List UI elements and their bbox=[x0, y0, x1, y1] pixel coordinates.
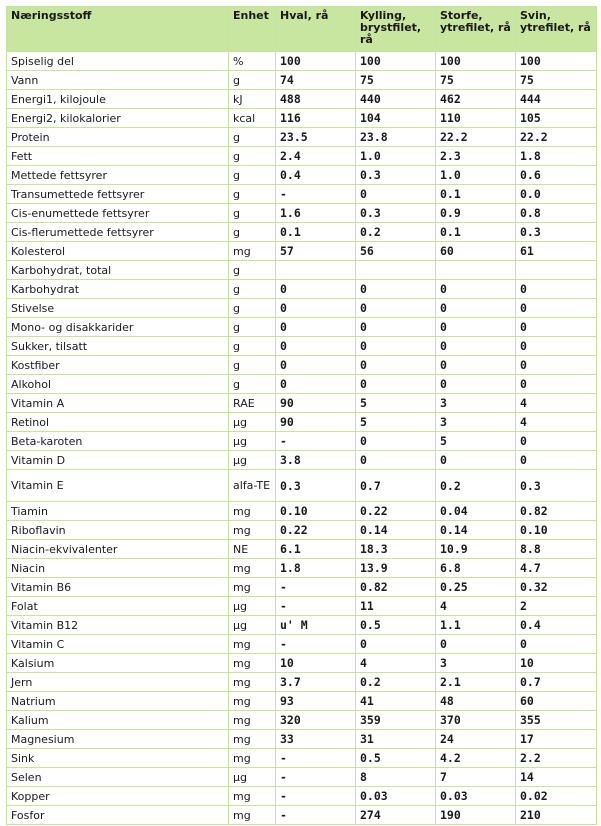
header-beef: Storfe, ytrefilet, rå bbox=[436, 7, 516, 52]
beef-value: 0 bbox=[436, 280, 516, 299]
unit-cell: g bbox=[229, 185, 276, 204]
pork-value: 4 bbox=[516, 413, 597, 432]
nutrient-name: Alkohol bbox=[7, 375, 229, 394]
table-row bbox=[7, 616, 597, 635]
unit-cell: µg bbox=[229, 597, 276, 616]
whale-value: - bbox=[276, 185, 356, 204]
whale-value: 10 bbox=[276, 654, 356, 673]
nutrient-name: Vitamin C bbox=[7, 635, 229, 654]
table-row bbox=[7, 540, 597, 559]
chicken-value: 31 bbox=[356, 730, 436, 749]
nutrient-name: Mettede fettsyrer bbox=[7, 166, 229, 185]
whale-value: 3.7 bbox=[276, 673, 356, 692]
beef-value: 3 bbox=[436, 654, 516, 673]
beef-value: 0.03 bbox=[436, 787, 516, 806]
chicken-value: 0 bbox=[356, 299, 436, 318]
pork-value: 0 bbox=[516, 299, 597, 318]
chicken-value: 41 bbox=[356, 692, 436, 711]
beef-value: 0.1 bbox=[436, 185, 516, 204]
table-row bbox=[7, 223, 597, 242]
unit-cell: g bbox=[229, 204, 276, 223]
pork-value: 60 bbox=[516, 692, 597, 711]
unit-cell: g bbox=[229, 71, 276, 90]
beef-value: 2.3 bbox=[436, 147, 516, 166]
beef-value: 5 bbox=[436, 432, 516, 451]
whale-value: - bbox=[276, 749, 356, 768]
unit-cell: g bbox=[229, 299, 276, 318]
chicken-value: 0.7 bbox=[356, 470, 436, 502]
whale-value: 6.1 bbox=[276, 540, 356, 559]
chicken-value: 0 bbox=[356, 185, 436, 204]
beef-value: 0 bbox=[436, 356, 516, 375]
whale-value: 0 bbox=[276, 337, 356, 356]
chicken-value: 0.2 bbox=[356, 673, 436, 692]
beef-value: 0 bbox=[436, 299, 516, 318]
beef-value: 4 bbox=[436, 597, 516, 616]
unit-cell: g bbox=[229, 223, 276, 242]
pork-value: 1.8 bbox=[516, 147, 597, 166]
header-unit: Enhet bbox=[229, 7, 276, 52]
nutrient-name: Energi1, kilojoule bbox=[7, 90, 229, 109]
chicken-value: 104 bbox=[356, 109, 436, 128]
header-whale: Hval, rå bbox=[276, 7, 356, 52]
header-nutrient: Næringsstoff bbox=[7, 7, 229, 52]
table-row bbox=[7, 673, 597, 692]
unit-cell: mg bbox=[229, 787, 276, 806]
pork-value: 8.8 bbox=[516, 540, 597, 559]
beef-value: 1.0 bbox=[436, 166, 516, 185]
table-row bbox=[7, 559, 597, 578]
pork-value: 0.4 bbox=[516, 616, 597, 635]
table-row bbox=[7, 318, 597, 337]
table-row bbox=[7, 375, 597, 394]
table-row bbox=[7, 413, 597, 432]
chicken-value: 75 bbox=[356, 71, 436, 90]
table-row bbox=[7, 578, 597, 597]
beef-value: 462 bbox=[436, 90, 516, 109]
beef-value: 10.9 bbox=[436, 540, 516, 559]
pork-value: 10 bbox=[516, 654, 597, 673]
table-row bbox=[7, 90, 597, 109]
chicken-value: 0 bbox=[356, 280, 436, 299]
table-row bbox=[7, 147, 597, 166]
table-row bbox=[7, 261, 597, 280]
table-row bbox=[7, 299, 597, 318]
beef-value: 0.2 bbox=[436, 470, 516, 502]
chicken-value: 18.3 bbox=[356, 540, 436, 559]
whale-value: - bbox=[276, 432, 356, 451]
table-row bbox=[7, 787, 597, 806]
pork-value: 355 bbox=[516, 711, 597, 730]
beef-value: 48 bbox=[436, 692, 516, 711]
whale-value: 320 bbox=[276, 711, 356, 730]
unit-cell: mg bbox=[229, 559, 276, 578]
table-row bbox=[7, 432, 597, 451]
unit-cell: mg bbox=[229, 711, 276, 730]
table-row bbox=[7, 768, 597, 787]
nutrient-name: Tiamin bbox=[7, 502, 229, 521]
unit-cell: % bbox=[229, 52, 276, 71]
table-row bbox=[7, 502, 597, 521]
whale-value: 0.4 bbox=[276, 166, 356, 185]
unit-cell: kJ bbox=[229, 90, 276, 109]
chicken-value: 359 bbox=[356, 711, 436, 730]
nutrient-name: Selen bbox=[7, 768, 229, 787]
whale-value: - bbox=[276, 787, 356, 806]
whale-value: - bbox=[276, 768, 356, 787]
whale-value: u' M bbox=[276, 616, 356, 635]
table-row bbox=[7, 521, 597, 540]
unit-cell: mg bbox=[229, 502, 276, 521]
nutrient-name: Sukker, tilsatt bbox=[7, 337, 229, 356]
table-row bbox=[7, 71, 597, 90]
beef-value: 0 bbox=[436, 635, 516, 654]
chicken-value: 4 bbox=[356, 654, 436, 673]
unit-cell: g bbox=[229, 261, 276, 280]
chicken-value: 0 bbox=[356, 635, 436, 654]
unit-cell: mg bbox=[229, 521, 276, 540]
nutrient-name: Cis-enumettede fettsyrer bbox=[7, 204, 229, 223]
unit-cell: g bbox=[229, 147, 276, 166]
pork-value bbox=[516, 261, 597, 280]
whale-value: 0 bbox=[276, 318, 356, 337]
nutrient-name: Energi2, kilokalorier bbox=[7, 109, 229, 128]
whale-value: - bbox=[276, 635, 356, 654]
chicken-value: 1.0 bbox=[356, 147, 436, 166]
unit-cell: g bbox=[229, 337, 276, 356]
nutrient-name: Cis-flerumettede fettsyrer bbox=[7, 223, 229, 242]
whale-value: 1.6 bbox=[276, 204, 356, 223]
pork-value: 14 bbox=[516, 768, 597, 787]
chicken-value: 0.82 bbox=[356, 578, 436, 597]
chicken-value: 0.3 bbox=[356, 166, 436, 185]
nutrient-name: Vitamin D bbox=[7, 451, 229, 470]
pork-value: 4.7 bbox=[516, 559, 597, 578]
pork-value: 0.6 bbox=[516, 166, 597, 185]
pork-value: 444 bbox=[516, 90, 597, 109]
whale-value: 0 bbox=[276, 299, 356, 318]
table-row bbox=[7, 185, 597, 204]
whale-value: 1.8 bbox=[276, 559, 356, 578]
chicken-value: 56 bbox=[356, 242, 436, 261]
unit-cell: µg bbox=[229, 768, 276, 787]
beef-value: 0 bbox=[436, 337, 516, 356]
nutrient-name: Vitamin B6 bbox=[7, 578, 229, 597]
pork-value: 0 bbox=[516, 356, 597, 375]
beef-value: 0.14 bbox=[436, 521, 516, 540]
pork-value: 75 bbox=[516, 71, 597, 90]
whale-value: - bbox=[276, 806, 356, 825]
pork-value: 0.82 bbox=[516, 502, 597, 521]
nutrient-name: Vann bbox=[7, 71, 229, 90]
whale-value: - bbox=[276, 578, 356, 597]
nutrient-name: Vitamin B12 bbox=[7, 616, 229, 635]
chicken-value: 11 bbox=[356, 597, 436, 616]
beef-value: 0 bbox=[436, 375, 516, 394]
nutrient-name: Niacin-ekvivalenter bbox=[7, 540, 229, 559]
chicken-value: 0 bbox=[356, 356, 436, 375]
chicken-value: 0.5 bbox=[356, 749, 436, 768]
nutrient-name: Riboflavin bbox=[7, 521, 229, 540]
unit-cell: g bbox=[229, 318, 276, 337]
nutrient-name: Karbohydrat bbox=[7, 280, 229, 299]
chicken-value: 8 bbox=[356, 768, 436, 787]
chicken-value: 0 bbox=[356, 337, 436, 356]
nutrient-name: Kostfiber bbox=[7, 356, 229, 375]
whale-value: 0 bbox=[276, 280, 356, 299]
nutrient-name: Kopper bbox=[7, 787, 229, 806]
pork-value: 0.32 bbox=[516, 578, 597, 597]
beef-value: 60 bbox=[436, 242, 516, 261]
unit-cell: µg bbox=[229, 432, 276, 451]
table-row bbox=[7, 692, 597, 711]
pork-value: 100 bbox=[516, 52, 597, 71]
unit-cell: kcal bbox=[229, 109, 276, 128]
chicken-value: 0 bbox=[356, 451, 436, 470]
nutrient-name: Niacin bbox=[7, 559, 229, 578]
unit-cell: mg bbox=[229, 692, 276, 711]
nutrient-name: Natrium bbox=[7, 692, 229, 711]
unit-cell: g bbox=[229, 128, 276, 147]
chicken-value: 5 bbox=[356, 394, 436, 413]
nutrient-name: Magnesium bbox=[7, 730, 229, 749]
nutrient-table bbox=[6, 6, 597, 825]
pork-value: 2.2 bbox=[516, 749, 597, 768]
unit-cell: mg bbox=[229, 749, 276, 768]
beef-value: 0.25 bbox=[436, 578, 516, 597]
whale-value: 0.22 bbox=[276, 521, 356, 540]
table-row bbox=[7, 204, 597, 223]
unit-cell: µg bbox=[229, 616, 276, 635]
chicken-value: 274 bbox=[356, 806, 436, 825]
pork-value: 0 bbox=[516, 451, 597, 470]
beef-value: 7 bbox=[436, 768, 516, 787]
pork-value: 105 bbox=[516, 109, 597, 128]
whale-value: 57 bbox=[276, 242, 356, 261]
table-row bbox=[7, 749, 597, 768]
nutrient-name: Kolesterol bbox=[7, 242, 229, 261]
table-row bbox=[7, 635, 597, 654]
pork-value: 0.7 bbox=[516, 673, 597, 692]
beef-value: 2.1 bbox=[436, 673, 516, 692]
nutrient-name: Fosfor bbox=[7, 806, 229, 825]
nutrient-name: Spiselig del bbox=[7, 52, 229, 71]
unit-cell: g bbox=[229, 356, 276, 375]
unit-cell: µg bbox=[229, 413, 276, 432]
whale-value: 90 bbox=[276, 413, 356, 432]
chicken-value: 0.2 bbox=[356, 223, 436, 242]
unit-cell: mg bbox=[229, 654, 276, 673]
table-row bbox=[7, 394, 597, 413]
whale-value: 116 bbox=[276, 109, 356, 128]
pork-value: 0.3 bbox=[516, 470, 597, 502]
table-row bbox=[7, 597, 597, 616]
table-row bbox=[7, 337, 597, 356]
table-row bbox=[7, 242, 597, 261]
table-row bbox=[7, 730, 597, 749]
unit-cell: NE bbox=[229, 540, 276, 559]
nutrient-name: Beta-karoten bbox=[7, 432, 229, 451]
pork-value: 17 bbox=[516, 730, 597, 749]
pork-value: 0 bbox=[516, 280, 597, 299]
whale-value bbox=[276, 261, 356, 280]
beef-value: 0.9 bbox=[436, 204, 516, 223]
chicken-value: 0.03 bbox=[356, 787, 436, 806]
nutrient-name: Folat bbox=[7, 597, 229, 616]
nutrient-name: Retinol bbox=[7, 413, 229, 432]
pork-value: 4 bbox=[516, 394, 597, 413]
table-row bbox=[7, 280, 597, 299]
beef-value: 22.2 bbox=[436, 128, 516, 147]
header-pork: Svin, ytrefilet, rå bbox=[516, 7, 597, 52]
unit-cell: g bbox=[229, 166, 276, 185]
table-body bbox=[7, 52, 597, 825]
nutrient-name: Fett bbox=[7, 147, 229, 166]
table-row bbox=[7, 109, 597, 128]
whale-value: - bbox=[276, 597, 356, 616]
table-row bbox=[7, 711, 597, 730]
pork-value: 22.2 bbox=[516, 128, 597, 147]
table-row bbox=[7, 451, 597, 470]
whale-value: 74 bbox=[276, 71, 356, 90]
nutrient-name: Protein bbox=[7, 128, 229, 147]
table-row bbox=[7, 128, 597, 147]
chicken-value: 13.9 bbox=[356, 559, 436, 578]
unit-cell: mg bbox=[229, 635, 276, 654]
table-row bbox=[7, 356, 597, 375]
whale-value: 23.5 bbox=[276, 128, 356, 147]
table-header bbox=[7, 7, 597, 52]
unit-cell: mg bbox=[229, 730, 276, 749]
header-chicken: Kylling, brystfilet, rå bbox=[356, 7, 436, 52]
chicken-value: 0 bbox=[356, 375, 436, 394]
chicken-value: 23.8 bbox=[356, 128, 436, 147]
whale-value: 100 bbox=[276, 52, 356, 71]
nutrient-name: Mono- og disakkarider bbox=[7, 318, 229, 337]
pork-value: 0 bbox=[516, 432, 597, 451]
beef-value bbox=[436, 261, 516, 280]
beef-value: 100 bbox=[436, 52, 516, 71]
unit-cell: mg bbox=[229, 806, 276, 825]
pork-value: 0.8 bbox=[516, 204, 597, 223]
unit-cell: mg bbox=[229, 242, 276, 261]
beef-value: 75 bbox=[436, 71, 516, 90]
table-row bbox=[7, 166, 597, 185]
whale-value: 33 bbox=[276, 730, 356, 749]
beef-value: 0 bbox=[436, 318, 516, 337]
unit-cell: mg bbox=[229, 578, 276, 597]
unit-cell: mg bbox=[229, 673, 276, 692]
chicken-value: 0.3 bbox=[356, 204, 436, 223]
beef-value: 3 bbox=[436, 413, 516, 432]
whale-value: 0 bbox=[276, 375, 356, 394]
pork-value: 61 bbox=[516, 242, 597, 261]
chicken-value: 0.22 bbox=[356, 502, 436, 521]
beef-value: 370 bbox=[436, 711, 516, 730]
pork-value: 0.10 bbox=[516, 521, 597, 540]
pork-value: 0.3 bbox=[516, 223, 597, 242]
nutrient-name: Jern bbox=[7, 673, 229, 692]
unit-cell: alfa-TE bbox=[229, 470, 276, 502]
unit-cell: g bbox=[229, 280, 276, 299]
unit-cell: RAE bbox=[229, 394, 276, 413]
table-row bbox=[7, 806, 597, 825]
chicken-value: 5 bbox=[356, 413, 436, 432]
beef-value: 6.8 bbox=[436, 559, 516, 578]
nutrient-name: Stivelse bbox=[7, 299, 229, 318]
chicken-value: 440 bbox=[356, 90, 436, 109]
table-row bbox=[7, 52, 597, 71]
beef-value: 4.2 bbox=[436, 749, 516, 768]
chicken-value: 100 bbox=[356, 52, 436, 71]
pork-value: 0 bbox=[516, 375, 597, 394]
beef-value: 1.1 bbox=[436, 616, 516, 635]
pork-value: 2 bbox=[516, 597, 597, 616]
chicken-value: 0 bbox=[356, 318, 436, 337]
pork-value: 0 bbox=[516, 337, 597, 356]
table-row bbox=[7, 654, 597, 673]
table-row bbox=[7, 470, 597, 502]
whale-value: 90 bbox=[276, 394, 356, 413]
nutrient-name: Kalsium bbox=[7, 654, 229, 673]
whale-value: 0 bbox=[276, 356, 356, 375]
nutrient-name: Sink bbox=[7, 749, 229, 768]
beef-value: 0 bbox=[436, 451, 516, 470]
beef-value: 0.1 bbox=[436, 223, 516, 242]
nutrient-name: Karbohydrat, total bbox=[7, 261, 229, 280]
chicken-value bbox=[356, 261, 436, 280]
unit-cell: µg bbox=[229, 451, 276, 470]
beef-value: 3 bbox=[436, 394, 516, 413]
nutrient-name: Transumettede fettsyrer bbox=[7, 185, 229, 204]
whale-value: 0.3 bbox=[276, 470, 356, 502]
unit-cell: g bbox=[229, 375, 276, 394]
pork-value: 0 bbox=[516, 318, 597, 337]
pork-value: 210 bbox=[516, 806, 597, 825]
nutrient-name: Vitamin E bbox=[7, 470, 229, 502]
pork-value: 0 bbox=[516, 635, 597, 654]
header-row bbox=[7, 7, 597, 52]
chicken-value: 0.14 bbox=[356, 521, 436, 540]
chicken-value: 0.5 bbox=[356, 616, 436, 635]
chicken-value: 0 bbox=[356, 432, 436, 451]
whale-value: 0.1 bbox=[276, 223, 356, 242]
whale-value: 2.4 bbox=[276, 147, 356, 166]
beef-value: 0.04 bbox=[436, 502, 516, 521]
beef-value: 110 bbox=[436, 109, 516, 128]
beef-value: 24 bbox=[436, 730, 516, 749]
pork-value: 0.02 bbox=[516, 787, 597, 806]
whale-value: 93 bbox=[276, 692, 356, 711]
nutrient-name: Kalium bbox=[7, 711, 229, 730]
whale-value: 0.10 bbox=[276, 502, 356, 521]
beef-value: 190 bbox=[436, 806, 516, 825]
pork-value: 0.0 bbox=[516, 185, 597, 204]
nutrient-name: Vitamin A bbox=[7, 394, 229, 413]
whale-value: 488 bbox=[276, 90, 356, 109]
whale-value: 3.8 bbox=[276, 451, 356, 470]
